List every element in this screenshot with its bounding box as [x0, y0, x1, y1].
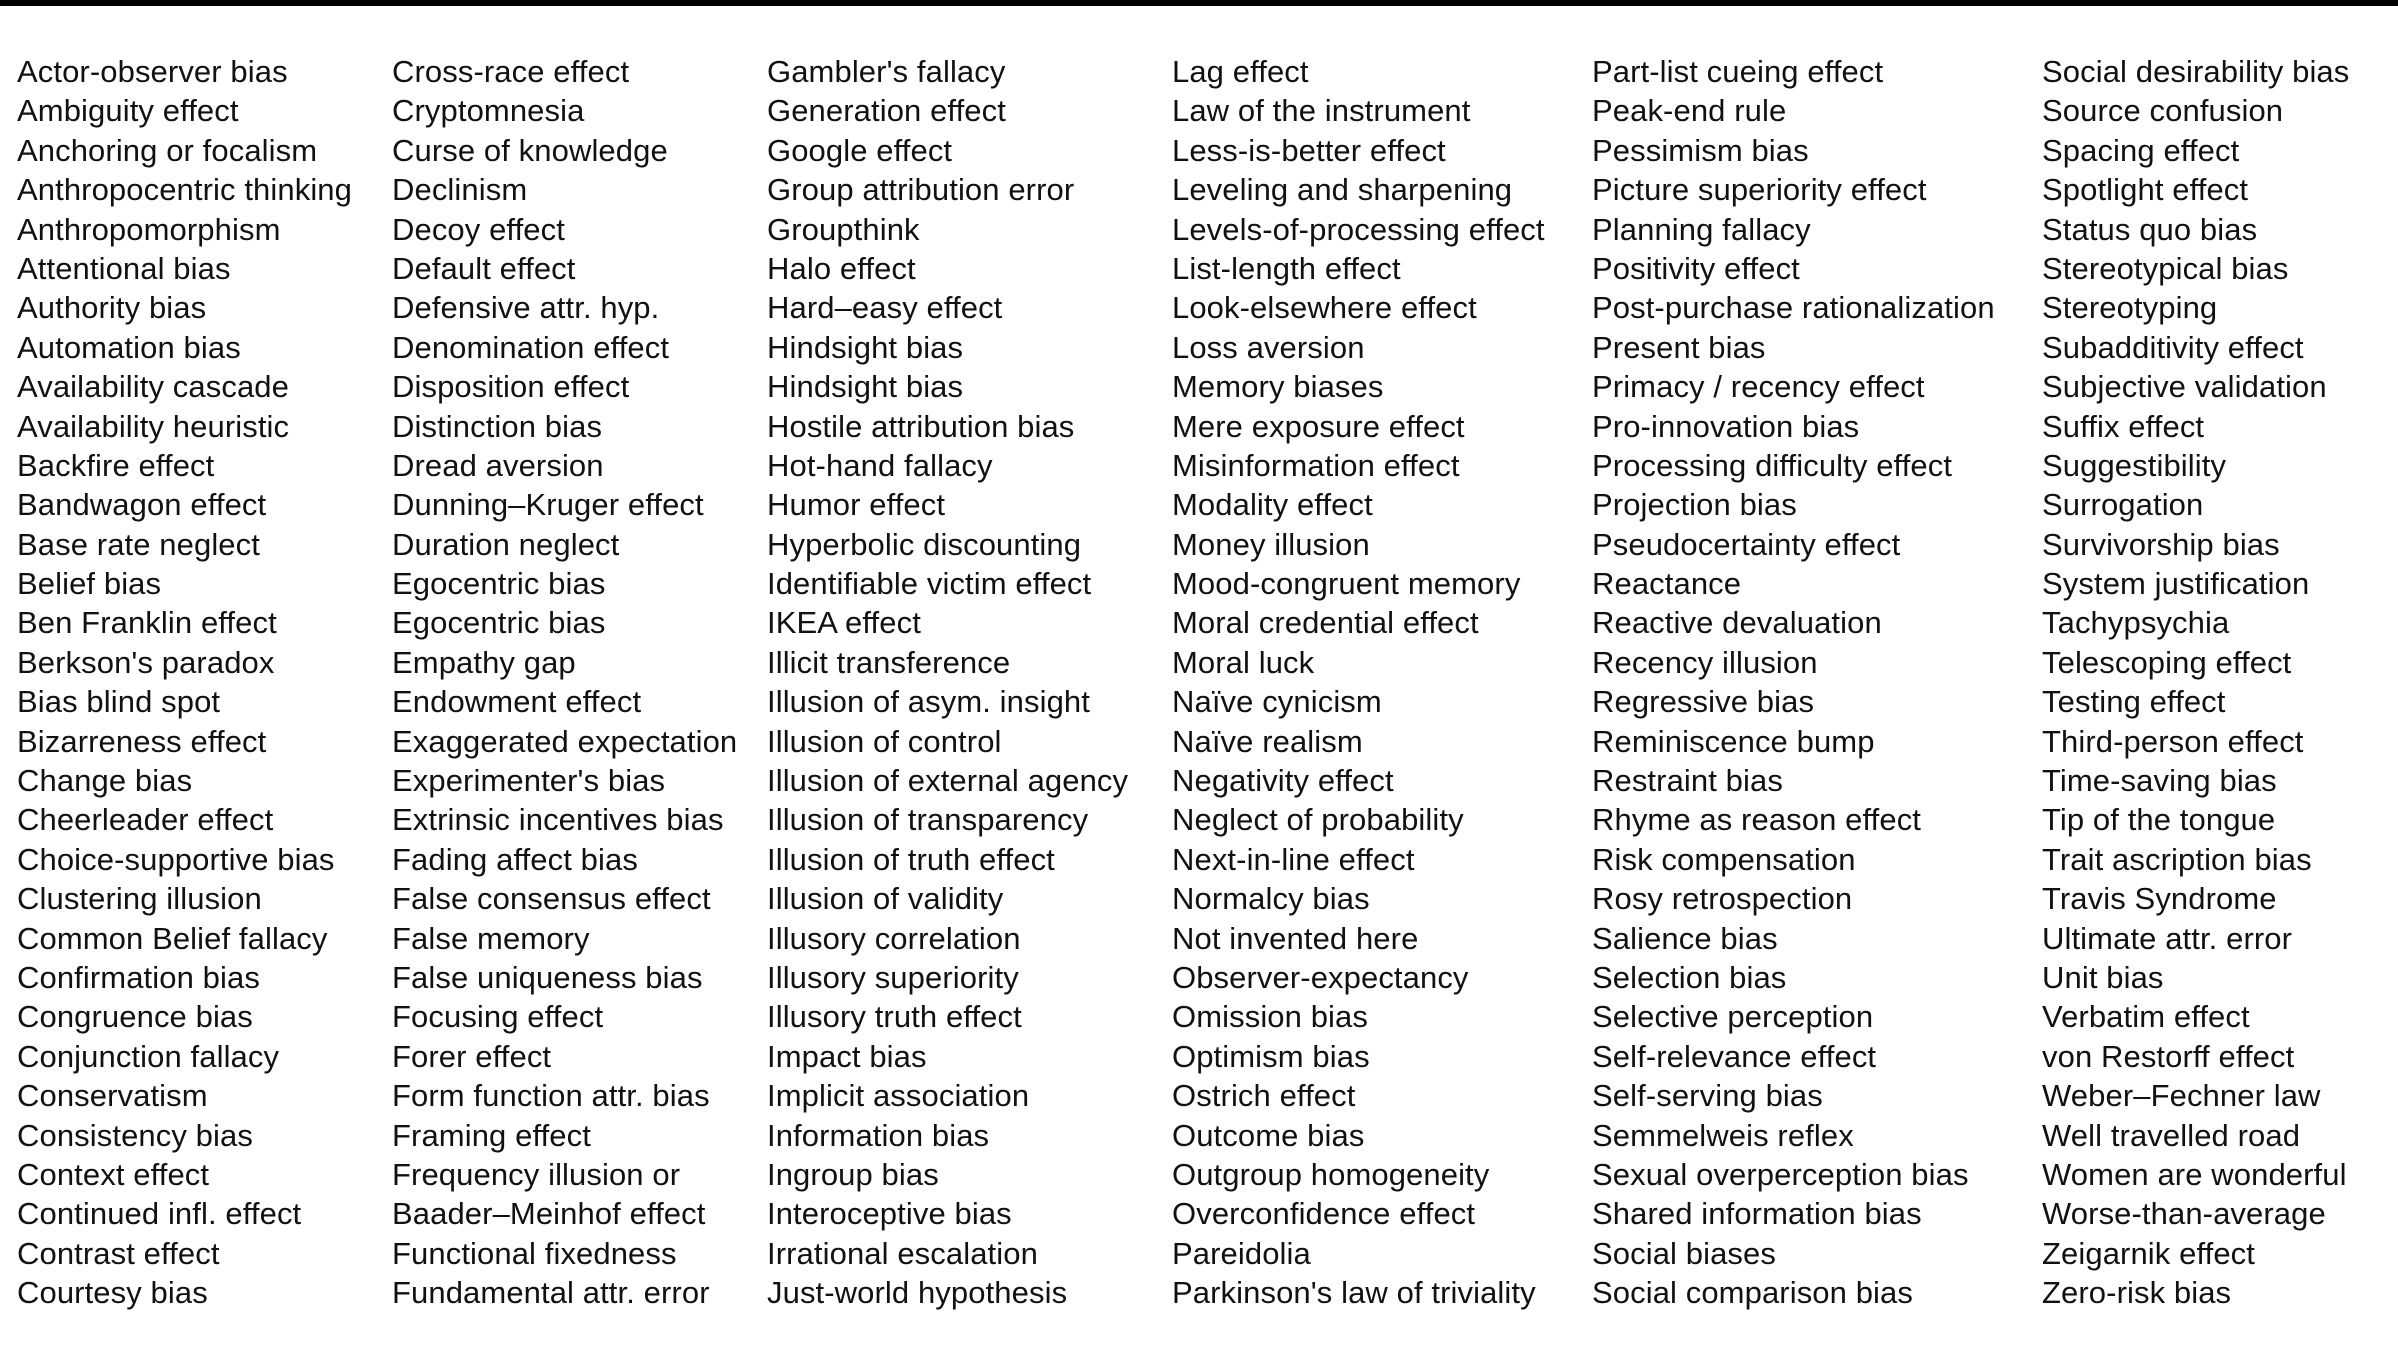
list-item: Attentional bias [17, 250, 231, 286]
list-item: Shared information bias [1592, 1196, 1922, 1232]
list-item: Actor-observer bias [17, 54, 288, 89]
list-item: Time-saving bias [2042, 763, 2277, 799]
list-item: Humor effect [767, 487, 946, 523]
list-item: Social biases [1592, 1235, 1776, 1271]
list-item: Authority bias [17, 290, 207, 326]
list-item: Sexual overperception bias [1592, 1156, 1969, 1192]
list-item: Default effect [392, 250, 576, 286]
list-item: Bizarreness effect [17, 723, 267, 759]
list-item: Observer-expectancy [1172, 959, 1469, 995]
list-item: Illusory superiority [767, 959, 1019, 995]
list-item: Cryptomnesia [392, 93, 585, 129]
list-item: False uniqueness bias [392, 959, 703, 995]
list-item: Reactive devaluation [1592, 605, 1882, 641]
list-item: Illusion of external agency [767, 763, 1129, 799]
list-item: Picture superiority effect [1592, 172, 1927, 208]
list-item: Well travelled road [2042, 1117, 2301, 1153]
list-item: System justification [2042, 566, 2310, 602]
list-item: Halo effect [767, 250, 916, 286]
list-item: Memory biases [1172, 369, 1384, 405]
list-item: Framing effect [392, 1117, 591, 1153]
column-6 [2042, 52, 2349, 1313]
list-item: Modality effect [1172, 487, 1373, 523]
list-item: Bandwagon effect [17, 487, 267, 523]
list-item: Hyperbolic discounting [767, 526, 1082, 562]
list-item: Generation effect [767, 93, 1006, 129]
list-item: Mere exposure effect [1172, 408, 1465, 444]
list-item: Just-world hypothesis [767, 1275, 1068, 1311]
list-item: Next-in-line effect [1172, 841, 1415, 877]
list-item: Illusion of validity [767, 881, 1004, 917]
list-item: Dread aversion [392, 447, 604, 483]
list-item: Subjective validation [2042, 369, 2327, 405]
list-item: Ingroup bias [767, 1156, 939, 1192]
list-item: Planning fallacy [1592, 211, 1811, 247]
list-item: Egocentric bias [392, 605, 606, 641]
list-item: Endowment effect [392, 684, 642, 720]
list-item: Berkson's paradox [17, 644, 275, 680]
list-item: Pro-innovation bias [1592, 408, 1860, 444]
list-item: Curse of knowledge [392, 132, 668, 168]
list-item: Stereotypical bias [2042, 250, 2289, 286]
list-item: Parkinson's law of triviality [1172, 1275, 1536, 1311]
list-item: Travis Syndrome [2042, 881, 2277, 917]
list-item: Pareidolia [1172, 1235, 1311, 1271]
list-item: Worse-than-average [2042, 1196, 2326, 1232]
list-item: Continued infl. effect [17, 1196, 302, 1232]
list-item: Self-relevance effect [1592, 1038, 1877, 1074]
list-item: Recency illusion [1592, 644, 1818, 680]
list-item: Experimenter's bias [392, 763, 666, 799]
list-item: Selective perception [1592, 999, 1874, 1035]
list-item: Spacing effect [2042, 132, 2240, 168]
list-item: Self-serving bias [1592, 1078, 1823, 1114]
list-item: Defensive attr. hyp. [392, 290, 660, 326]
list-item: Ultimate attr. error [2042, 920, 2293, 956]
list-item: False memory [392, 920, 590, 956]
list-item: Present bias [1592, 329, 1766, 365]
list-item: Restraint bias [1592, 763, 1783, 799]
list-item: Conservatism [17, 1078, 208, 1114]
list-item: Identifiable victim effect [767, 566, 1092, 602]
list-item: Exaggerated expectation [392, 723, 738, 759]
list-item: Part-list cueing effect [1592, 54, 1884, 89]
list-item: Less-is-better effect [1172, 132, 1446, 168]
list-item: Social desirability bias [2042, 54, 2350, 89]
list-item: Positivity effect [1592, 250, 1800, 286]
list-item: Group attribution error [767, 172, 1075, 208]
list-item: Illusion of truth effect [767, 841, 1055, 877]
list-item: Duration neglect [392, 526, 620, 562]
list-item: Peak-end rule [1592, 93, 1787, 129]
list-item: Congruence bias [17, 999, 253, 1035]
list-item: Tip of the tongue [2042, 802, 2276, 838]
list-item: Hostile attribution bias [767, 408, 1075, 444]
list-item: Contrast effect [17, 1235, 220, 1271]
list-item: Mood-congruent memory [1172, 566, 1521, 602]
list-item: Reminiscence bump [1592, 723, 1875, 759]
list-item: Selection bias [1592, 959, 1787, 995]
list-item: Dunning–Kruger effect [392, 487, 704, 523]
list-item: False consensus effect [392, 881, 711, 917]
list-item: Denomination effect [392, 329, 670, 365]
list-item: Naïve realism [1172, 723, 1363, 759]
list-item: Fundamental attr. error [392, 1275, 710, 1311]
list-item: Outcome bias [1172, 1117, 1365, 1153]
list-item: Cheerleader effect [17, 802, 274, 838]
list-item: Survivorship bias [2042, 526, 2280, 562]
list-item: Availability heuristic [17, 408, 290, 444]
list-item: Reactance [1592, 566, 1742, 602]
list-item: Impact bias [767, 1038, 927, 1074]
list-item: Processing difficulty effect [1592, 447, 1953, 483]
list-item: Egocentric bias [392, 566, 606, 602]
list-item: Rosy retrospection [1592, 881, 1853, 917]
list-item: Loss aversion [1172, 329, 1365, 365]
list-item: Suffix effect [2042, 408, 2205, 444]
list-item: Regressive bias [1592, 684, 1815, 720]
list-item: Trait ascription bias [2042, 841, 2312, 877]
list-item: Availability cascade [17, 369, 289, 405]
list-item: Pseudocertainty effect [1592, 526, 1901, 562]
list-item: Conjunction fallacy [17, 1038, 280, 1074]
list-item: Anthropomorphism [17, 211, 281, 247]
list-item: Law of the instrument [1172, 93, 1471, 129]
list-item: Hard–easy effect [767, 290, 1003, 326]
list-item: Hindsight bias [767, 369, 964, 405]
list-item: Cross-race effect [392, 54, 630, 89]
list-item: Choice-supportive bias [17, 841, 335, 877]
list-item: Suggestibility [2042, 447, 2227, 483]
list-item: Outgroup homogeneity [1172, 1156, 1490, 1192]
list-item: Testing effect [2042, 684, 2226, 720]
list-item: Base rate neglect [17, 526, 260, 562]
list-item: Empathy gap [392, 644, 576, 680]
list-item: Interoceptive bias [767, 1196, 1012, 1232]
list-item: Status quo bias [2042, 211, 2258, 247]
list-item: Disposition effect [392, 369, 630, 405]
list-item: Omission bias [1172, 999, 1368, 1035]
list-item: Hot-hand fallacy [767, 447, 993, 483]
list-item: Lag effect [1172, 54, 1309, 89]
list-item: Extrinsic incentives bias [392, 802, 724, 838]
list-item: Clustering illusion [17, 881, 262, 917]
list-item: Ambiguity effect [17, 93, 239, 129]
list-item: Distinction bias [392, 408, 603, 444]
list-item: IKEA effect [767, 605, 921, 641]
list-item: Bias blind spot [17, 684, 221, 720]
list-item: Levels-of-processing effect [1172, 211, 1545, 247]
list-item: Projection bias [1592, 487, 1797, 523]
list-item: Automation bias [17, 329, 241, 365]
list-item: Forer effect [392, 1038, 552, 1074]
column-4 [1172, 52, 1545, 1313]
list-item: Naïve cynicism [1172, 684, 1382, 720]
list-item: Fading affect bias [392, 841, 638, 877]
list-item: Weber–Fechner law [2042, 1078, 2321, 1114]
list-item: Overconfidence effect [1172, 1196, 1476, 1232]
list-item: Change bias [17, 763, 193, 799]
list-item: Spotlight effect [2042, 172, 2249, 208]
list-item: Google effect [767, 132, 953, 168]
list-item: Leveling and sharpening [1172, 172, 1513, 208]
list-item: Subadditivity effect [2042, 329, 2304, 365]
list-item: Third-person effect [2042, 723, 2304, 759]
list-item: Declinism [392, 172, 528, 208]
list-item: Telescoping effect [2042, 644, 2292, 680]
list-item: Source confusion [2042, 93, 2284, 129]
list-item: Neglect of probability [1172, 802, 1464, 838]
list-item: Rhyme as reason effect [1592, 802, 1922, 838]
list-item: Semmelweis reflex [1592, 1117, 1854, 1153]
list-item: Primacy / recency effect [1592, 369, 1925, 405]
list-item: Backfire effect [17, 447, 215, 483]
list-item: Functional fixedness [392, 1235, 677, 1271]
list-item: Decoy effect [392, 211, 565, 247]
list-item: Illusory correlation [767, 920, 1021, 956]
column-5 [1592, 52, 1995, 1313]
list-item: Illusion of asym. insight [767, 684, 1090, 720]
column-3 [767, 52, 1128, 1313]
list-item: Anchoring or focalism [17, 132, 318, 168]
list-item: Misinformation effect [1172, 447, 1460, 483]
list-item: Information bias [767, 1117, 990, 1153]
list-item: Post-purchase rationalization [1592, 290, 1995, 326]
list-item: Consistency bias [17, 1117, 253, 1153]
list-item: Pessimism bias [1592, 132, 1809, 168]
list-item: Risk compensation [1592, 841, 1856, 877]
list-item: Moral credential effect [1172, 605, 1479, 641]
list-item: Zero-risk bias [2042, 1275, 2232, 1311]
list-item: Common Belief fallacy [17, 920, 328, 956]
list-item: Not invented here [1172, 920, 1419, 956]
list-item: Illicit transference [767, 644, 1011, 680]
list-item: Form function attr. bias [392, 1078, 710, 1114]
list-item: Tachypsychia [2042, 605, 2230, 641]
list-item: Social comparison bias [1592, 1275, 1913, 1311]
list-item: Anthropocentric thinking [17, 172, 352, 208]
list-item: Surrogation [2042, 487, 2204, 523]
list-item: Ostrich effect [1172, 1078, 1356, 1114]
list-item: Baader–Meinhof effect [392, 1196, 706, 1232]
list-item: Illusion of control [767, 723, 1002, 759]
list-item: List-length effect [1172, 250, 1401, 286]
list-item: Salience bias [1592, 920, 1778, 956]
list-item: Context effect [17, 1156, 210, 1192]
list-item: Belief bias [17, 566, 162, 602]
list-item: Illusion of transparency [767, 802, 1089, 838]
list-item: Optimism bias [1172, 1038, 1370, 1074]
list-item: Negativity effect [1172, 763, 1394, 799]
list-item: Frequency illusion or [392, 1156, 681, 1192]
list-item: Confirmation bias [17, 959, 260, 995]
list-item: Stereotyping [2042, 290, 2218, 326]
list-item: Zeigarnik effect [2042, 1235, 2255, 1271]
column-2 [392, 52, 737, 1313]
column-1 [17, 52, 352, 1313]
list-item: Money illusion [1172, 526, 1370, 562]
list-item: Implicit association [767, 1078, 1030, 1114]
list-item: Verbatim effect [2042, 999, 2250, 1035]
list-item: Normalcy bias [1172, 881, 1370, 917]
list-item: von Restorff effect [2042, 1038, 2295, 1074]
list-item: Ben Franklin effect [17, 605, 277, 641]
list-item: Gambler's fallacy [767, 54, 1006, 89]
list-item: Hindsight bias [767, 329, 964, 365]
list-item: Irrational escalation [767, 1235, 1038, 1271]
list-item: Women are wonderful [2042, 1156, 2347, 1192]
list-item: Focusing effect [392, 999, 604, 1035]
list-item: Courtesy bias [17, 1275, 208, 1311]
list-item: Look-elsewhere effect [1172, 290, 1477, 326]
list-item: Groupthink [767, 211, 920, 247]
list-item: Unit bias [2042, 959, 2164, 995]
list-item: Moral luck [1172, 644, 1315, 680]
list-item: Illusory truth effect [767, 999, 1022, 1035]
